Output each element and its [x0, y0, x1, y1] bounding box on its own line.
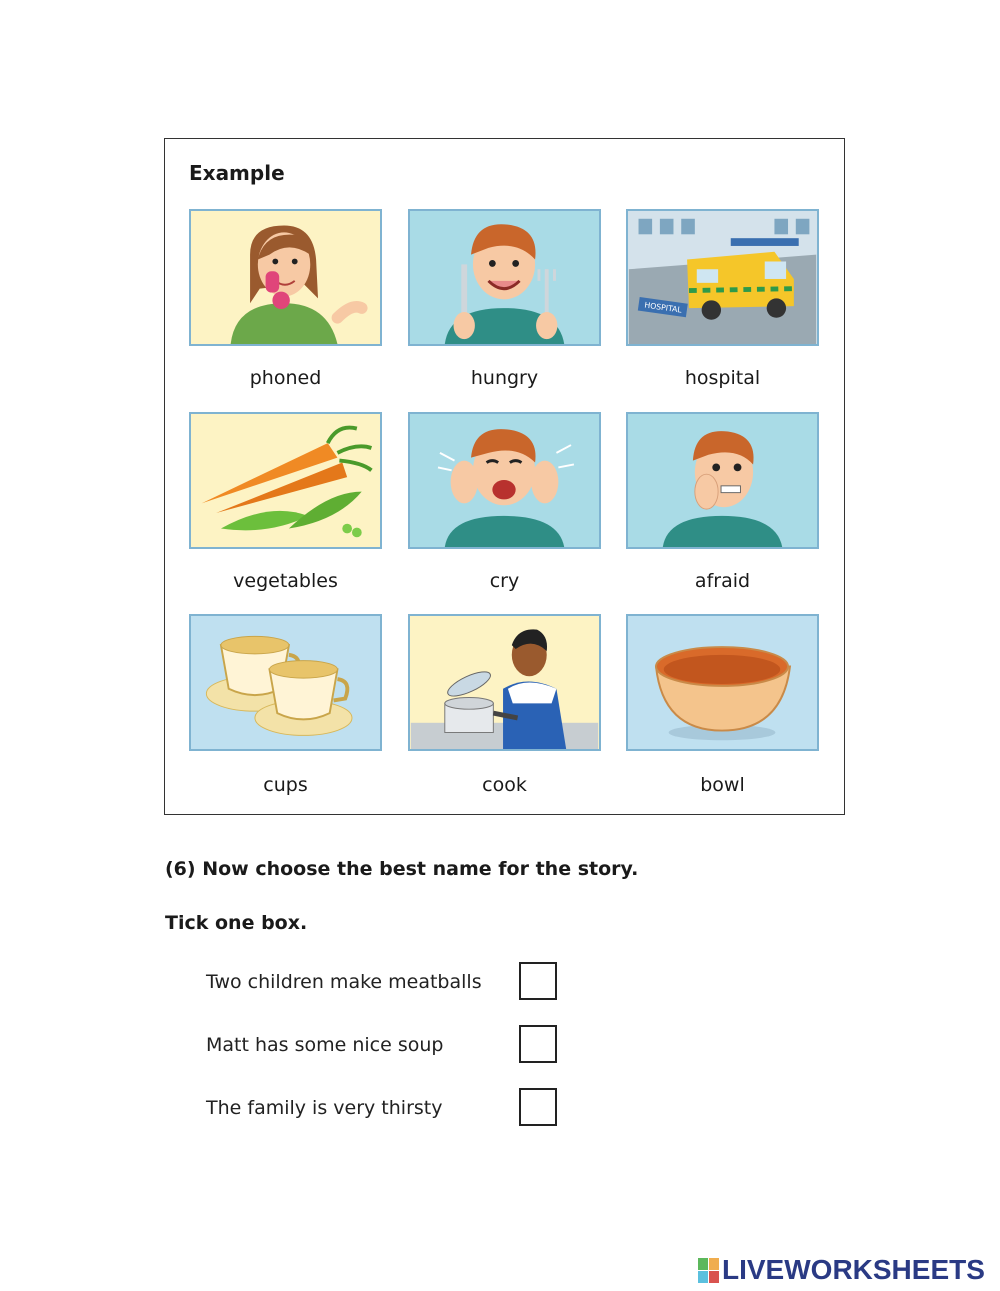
- woman-on-phone-picture: [189, 209, 382, 346]
- option-row: [206, 1088, 566, 1130]
- option-label: Two children make meatballs: [206, 971, 482, 993]
- example-title: Example: [189, 161, 285, 185]
- hospital-sign: HOSPITAL: [643, 300, 683, 315]
- chef-cooking-picture: [408, 614, 601, 751]
- brand[interactable]: [698, 1254, 998, 1288]
- option-label: Matt has some nice soup: [206, 1034, 444, 1056]
- option-row: [206, 1025, 566, 1067]
- bowl-picture: [626, 614, 819, 751]
- caption-cry: cry: [489, 570, 520, 592]
- caption-cook: cook: [482, 774, 527, 796]
- ambulance-hospital-picture: [626, 209, 819, 346]
- caption-cups: cups: [263, 774, 308, 796]
- crying-boy-picture: [408, 412, 601, 549]
- caption-hospital: hospital: [684, 367, 761, 389]
- caption-phoned: phoned: [249, 367, 322, 389]
- caption-bowl: bowl: [700, 774, 745, 796]
- caption-afraid: afraid: [694, 570, 751, 592]
- carrots-peas-picture: [189, 412, 382, 549]
- question-text: (6) Now choose the best name for the story.: [165, 858, 639, 880]
- tick-box-option-3[interactable]: [519, 1088, 557, 1126]
- caption-hungry: hungry: [470, 367, 539, 389]
- two-cups-picture: [189, 614, 382, 751]
- liveworksheets-logo-icon: [698, 1258, 720, 1284]
- brand-name: LIVEWORKSHEETS: [722, 1254, 985, 1285]
- option-row: [206, 962, 566, 1004]
- boy-with-knife-fork-picture: [408, 209, 601, 346]
- caption-vegetables: vegetables: [233, 570, 338, 592]
- tick-instruction: Tick one box.: [165, 912, 308, 934]
- option-label: The family is very thirsty: [206, 1097, 443, 1119]
- tick-box-option-1[interactable]: [519, 962, 557, 1000]
- tick-box-option-2[interactable]: [519, 1025, 557, 1063]
- scared-boy-picture: [626, 412, 819, 549]
- example-box: [164, 138, 845, 815]
